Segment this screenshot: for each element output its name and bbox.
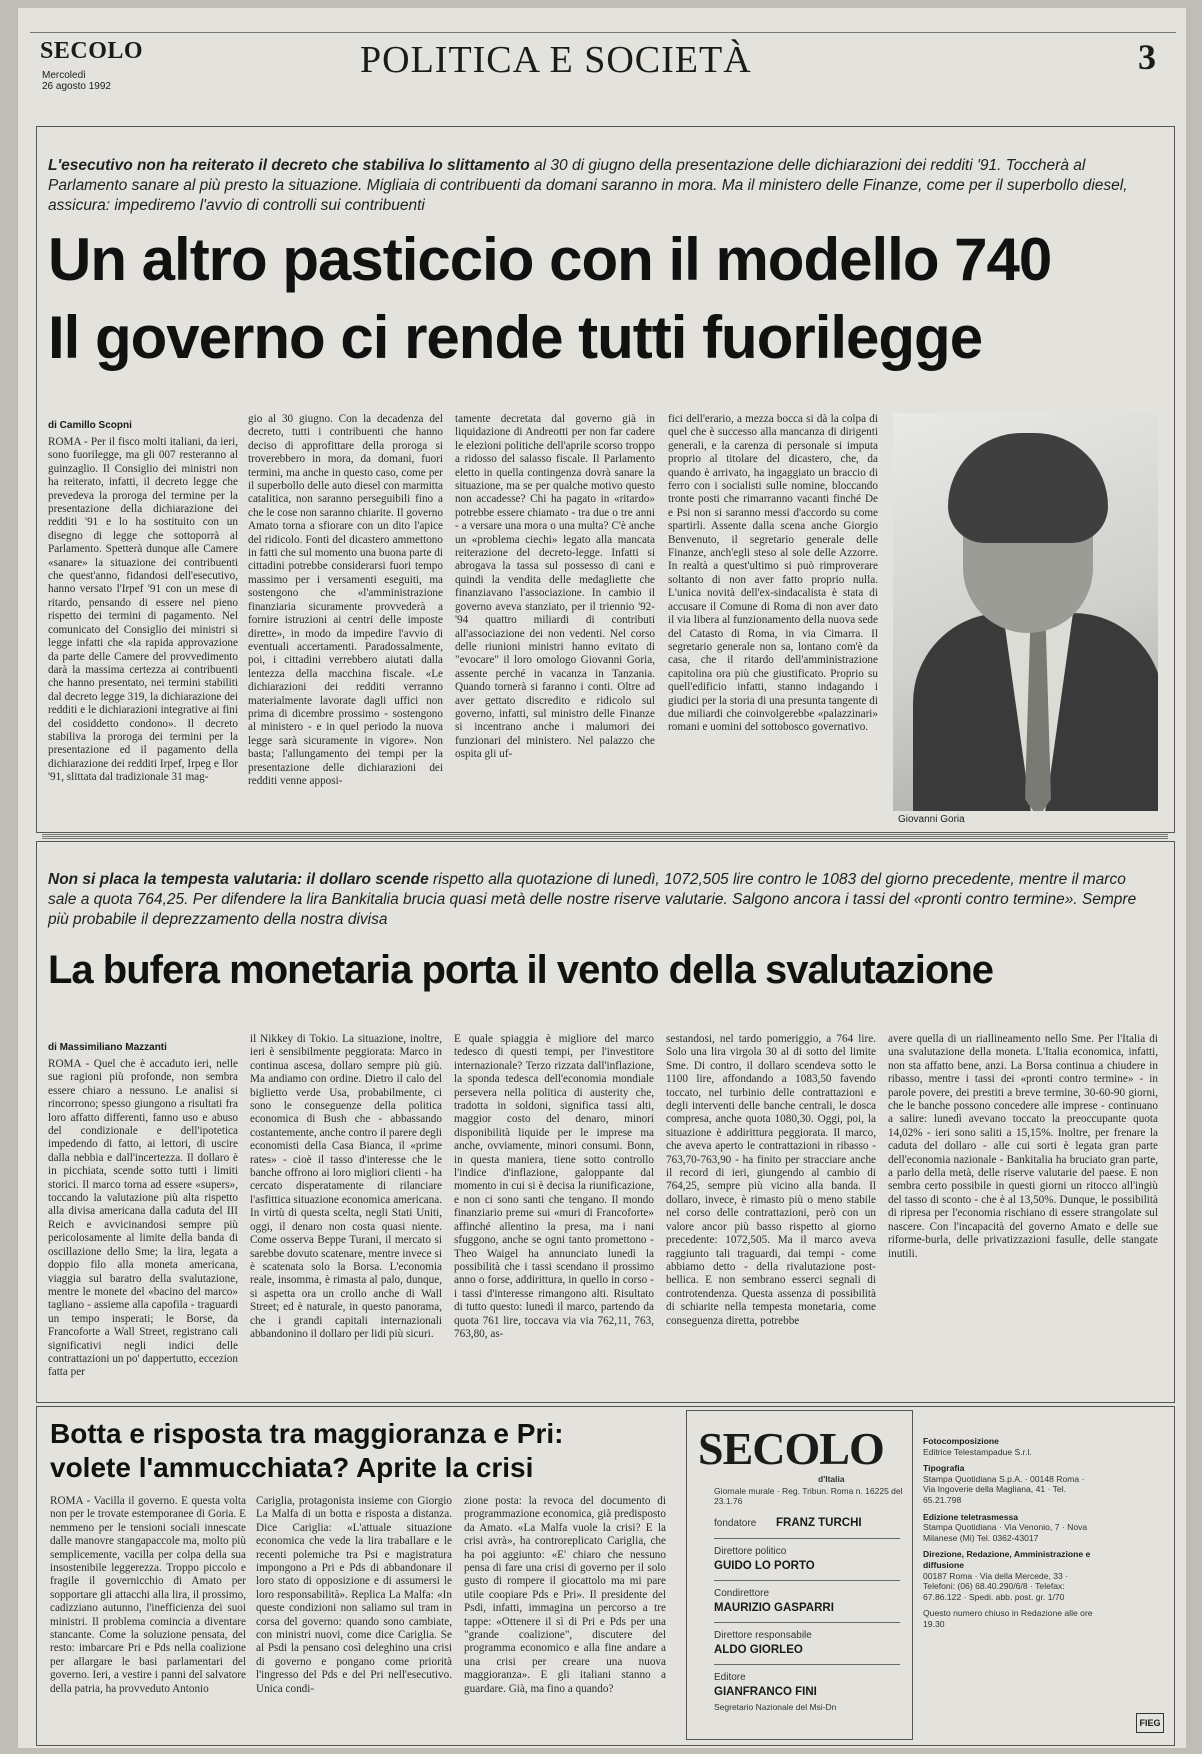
masthead-day: Mercoledì xyxy=(42,70,86,81)
article2-byline: di Massimiliano Mazzanti xyxy=(48,1042,167,1053)
colophon-entry: Fotocomposizione Editrice Telestampadue S.r.l. xyxy=(923,1436,1032,1457)
article1-column-4: fici dell'erario, a mezza bocca si dà la colpa di quel che è successo alla mancanza di dirigenti generali, e la carenza di personale si imputa proprio al titolare del dicastero, che, da quando è arrivato, ha ingaggiato un braccio di ferro con i socialisti sulle nomine, bloccando tronte posti che rimarranno vacanti finché De e Psi non si saranno messi d'accordo su come spartirli. Assente dalla scena anche Giorgio Benvenuto, il segretario generale delle Finanze, anch'egli steso al sole delle Azzorre. In realtà a quest'ultimo si può rimproverare soltanto di non aver fatto proprio nulla. L'unica novità dell'ex-sindacalista è stata di accusare il Comune di Roma di non aver dato il via libera al funzionamento della nuova sede del Catasto di Roma, in via Cimarra. Il segretario generale non sa, lontano com'è da casa, che il ritardo dell'amministrazione capitolina ora più che giustificato. Proprio su quell'edificio infatti, stanno indagando i giudici per la storia di una presunta tangente di due miliardi che coinvolgerebbe «palazzinari» romani e uomini del sottobosco governativo. xyxy=(668,413,878,734)
article2-kicker xyxy=(48,870,1158,930)
colophon-rule xyxy=(714,1538,900,1539)
section-title: POLITICA E SOCIETÀ xyxy=(360,39,752,81)
newspaper-page xyxy=(18,8,1186,1748)
masthead xyxy=(30,22,1176,92)
colophon-logo-sub: d'Italia xyxy=(818,1474,845,1484)
article2-column-3: E quale spiaggia è migliore del marco tedesco di questi tempi, per l'investitore internazionale? Terzo rizzata dall'inflazione, la sponda tedesca dell'economia mondiale persevera nella politica di austerity che, tradotta in soldoni, significa tassi alti, maggior costo del denaro, minori disponibilità liquide per le imprese ma anche, ovviamente, minori consumi. Bonn, in questa maniera, tiene sotto controllo l'indice d'inflazione, galoppante dal momento in cui si è decisa la riunificazione, e non ci sono santi che tengano. Il mondo finanziario preme sui «muri di Francoforte» affinché allentino la presa, ma i nani sfuggono, anche se ogni tanto promettono - Theo Waigel ha annunciato lunedì la possibilità che i tassi scendano il prossimo anno o forse, addirittura, in quello in corso - i tassi d'interesse rimangono alti. Risultato di tutto questo: lunedì il marco, partendo da quota 761 lire, toccava via via 762,11, 763, 763,80, as- xyxy=(454,1033,654,1340)
publisher-label: Editore xyxy=(714,1672,746,1683)
masthead-logo: SECOLO xyxy=(40,38,144,64)
founder-label: fondatore xyxy=(714,1518,757,1529)
publisher-role: Segretario Nazionale del Msi-Dn xyxy=(714,1702,837,1712)
article1-kicker-rest: al 30 di giugno della presentazione delle dichiarazioni dei redditi '91. Toccherà al Parlamento sanare al più presto la situazione. Migliaia di contribuenti da domani saranno in mora. Ma il ministero delle Finanze, come per il superbollo diesel, assicura: impediremo l'avvio di controlli sui contribuenti xyxy=(48,157,1128,214)
article2-headline: La bufera monetaria porta il vento della svalutazione xyxy=(48,948,994,992)
masthead-rule xyxy=(30,32,1176,33)
editor-name: GUIDO LO PORTO xyxy=(714,1560,815,1572)
article2-kicker-rest: rispetto alla quotazione di lunedì, 1072,505 lire contro le 1083 del giorno precedente, mentre il marco sale a quota 764,25. Per difendere la lira Bankitalia brucia quasi metà delle nostre riserve valutarie. Salgono ancora i tassi del «pronti contro termine». Sempre più probabile il deprezzamento della nostra divisa xyxy=(48,871,1137,928)
article3-column-1: ROMA - Vacilla il governo. E questa volta non per le trovate estemporanee di Goria. E nemmeno per le tensioni sociali innescate dalle manovre stangapaccole ma, molto più semplicemente, vacilla per colpa della sua insostenibile leggerezza. Troppo piccolo e fragile il governicchio di Amato per sopportare gli attacchi alla lira, il prossimo, cadizziano autunno, l'inefficienza dei suoi ministri. Il problema comincia a diventare stancante. Come la soluzione pensata, del resto: imbarcare Pri e Pds nella coalizione per allargare le basi parlamentari del governo. Ieri, a vestire i panni del salvatore della patria, ha provveduto Antonio xyxy=(50,1495,246,1695)
article1-column-3: tamente decretata dal governo già in liquidazione di Andreotti per non far cadere le elezioni politiche dell'aprile scorso troppo a ridosso del salasso fiscale. Il Parlamento eletto in quella contingenza dovrà sanare la situazione, ma se per qualche motivo questo non accadesse? Chi ha pagato in «ritardo» potrebbe essere chiamato - tra due o tre anni - a versare una mora o una multa? C'è anche un «problema ciechi» legato alla mancata reiterazione del decreto-legge. Infatti si abrogava la tassa sul possesso di cani e quindi la vendita delle medagliette che finanziavano l'associazione. In cambio il governo aveva stanziato, per il triennio '92-'94 quattro miliardi di contributi all'associazione dei non vedenti. Nel corso delle riunioni ministri hanno evitato di "evocare" il loro omologo Giovanni Goria, assente perché in vacanza in Tanzania. Quando tornerà si faranno i conti. Oltre ad aver gettato discredito e ridicolo sul governo, infatti, sul ministro delle Finanze si incentrano anche i malumori dei funzionari del ministero. Nel palazzo che ospita gli uf- xyxy=(455,413,655,761)
colophon-rule xyxy=(714,1622,900,1623)
article1-headline-2: Il governo ci rende tutti fuorilegge xyxy=(48,304,983,371)
colophon-registration: Giornale murale · Reg. Tribun. Roma n. 16225 del 23.1.76 xyxy=(714,1486,903,1506)
article2-column-1: ROMA - Quel che è accaduto ieri, nelle sue ragioni più profonde, non sembra essere chiaro a nessuno. Le analisi si rincorrono; spesso giungono a risultati fra loro affatto differenti, fanno uso e abuso del condizionale e dell'ipotetica impedendo di fatto, ai lettori, di uscire dalla nebbia e dall'incertezza. Il dollaro è in picchiata, scende sotto tutti i limiti storici. Il marco torna ad essere «supers», toccando la valutazione più alta rispetto alla divisa americana dalla caduta del III Reich e avvicinandosi sempre più pericolosamente al limite della banda di oscillazione dello Sme; la lira, legata a doppio filo alla moneta americana, viaggia sul baratro della svalutazione, mentre le monete del «bacino del marco» tagliano - assieme alla capofila - traguardi un tempo insperati; le Borse, da Francoforte a Wall Street, registrano cali significativi negli indici delle contrattazioni un po' dappertutto, eccezion fatta per xyxy=(48,1058,238,1379)
colophon-rule xyxy=(714,1664,900,1665)
colophon-logo: SECOLO xyxy=(698,1423,884,1474)
article1-kicker xyxy=(48,156,1158,216)
colophon-entry: Edizione teletrasmessa Stampa Quotidiana · Via Venonio, 7 · Nova Milanese (Mi) Tel. 0362-43017 xyxy=(923,1511,1088,1543)
article1-column-2: gio al 30 giugno. Con la decadenza del decreto, tutti i contribuenti che hanno deciso di approfittare della proroga si troverebbero in mora, da domani, fuori termini, ma anche in questo caso, come per il superbollo delle auto diesel con marmitta catalitica, non saranno perseguibili fino a che le cose non saranno chiarite. Il governo Amato torna a sfiorare con un dito l'apice del ridicolo. Fonti del dicastero ammettono in fatti che sul momento una buona parte di cittadini potrebbe considerarsi fuori tempo massimo per i versamenti eseguiti, ma sostengono che «l'amministrazione finanziaria sicuramente provvederà a fornire istruzioni ai centri delle imposte dirette», in modo da impedire l'avvio di eventuali accertamenti. Paradossalmente, poi, i cittadini verrebbero aiutati dalla lentezza della macchina fiscale. «Le dichiarazioni dei redditi verranno materialmente lavorate dagli uffici non prima di dicembre prossimo - sostengono al ministero - e in quel periodo la nuova legge sarà sicuramente in vigore». Non basta; l'allungamento dei tempi per la presentazione delle dichiarazioni dei redditi venne apposi- xyxy=(248,413,443,787)
goria-photo xyxy=(893,413,1158,811)
colophon-right-column xyxy=(923,1436,1093,1636)
masthead-full-date: 26 agosto 1992 xyxy=(42,81,111,92)
publisher-name: GIANFRANCO FINI xyxy=(714,1686,817,1698)
founder-name: FRANZ TURCHI xyxy=(776,1517,862,1529)
article2-column-2: il Nikkey di Tokio. La situazione, inoltre, ieri è sensibilmente peggiorata: Marco in continua ascesa, dollaro sempre più giù. Ma andiamo con ordine. Dietro il calo del biglietto verde Usa, probabilmente, ci sono le conseguenze della politica economica di Bush che - abbassando costantemente, anche contro il parere degli economisti della Casa Bianca, il «prime rates» - cioè il tasso d'interesse che le banche offrono ai loro migliori clienti - ha cercato disperatamente di rilanciare l'asfittica situazione economica americana. In virtù di questa scelta, negli Stati Uniti, oggi, il denaro non costa quasi niente. Come osserva Beppe Turani, il mercato si sarebbe dovuto scatenare, mentre invece si è scatenata solo la Borsa. L'economia reale, insomma, è rimasta al palo, dunque, si aspetta ora un crollo anche di Wall Street; ed è naturale, in questo panorama, che i grandi capitali internazionali abbandonino il dollaro per lidi più sicuri. xyxy=(250,1033,442,1340)
article3-column-2: Cariglia, protagonista insieme con Giorgio La Malfa di un botta e risposta a distanza. Dice Cariglia: «L'attuale situazione economica che vede la lira traballare e le recenti polemiche tra Psi e magistratura impongono a Pri e Pds di abbandonare il loro stato di opposizione e di assumersi le loro responsabilità». Replica La Malfa: «In queste condizioni non saliamo sul tram in corsa del governo: quando sono cambiate, con ministri nuovi, come dice Cariglia. Se al Psdi la pensano così deleghino una crisi di governo e pongano come priorità l'ingresso del Pds e del Pri nell'esecutivo. Unica condi- xyxy=(256,1495,452,1695)
editor-label: Direttore politico xyxy=(714,1546,787,1557)
colophon-entry: Direzione, Redazione, Amministrazione e diffusione 00187 Roma · Via della Mercede, 33 · Telefoni: (06) 68.40.290/6/8 · Telefax: 67.86.122 · Spedi. abb. post. gr. 1/70 xyxy=(923,1549,1091,1602)
masthead-date xyxy=(42,70,111,92)
photo-hair xyxy=(948,433,1108,543)
article2-column-5: avere quella di un riallineamento nello Sme. Per l'Italia di una svalutazione della moneta. L'Italia economica, infatti, non sta affatto bene, anzi. La Borsa continua a chiudere in ribasso, mentre i tassi dei «pronti contro termine» - in parole povere, dei prestiti a breve termine, 30-60-90 giorni, che le banche possono concedere alle imprese - continuano a salire: lunedì avevano toccato la preoccupante quota 14,02% - ieri sono saliti a 15,15%. Inoltre, per frenare la caduta del dollaro - alle cui sorti è legata gran parte dell'economia nazionale - Bankitalia ha bruciato gran parte, a parlo della metà, delle riserve valutarie del paese. E non sembra certo possibile in questi giorni un ritocco all'ingiù del tasso di sconto - che è al 13,50%. Dunque, le possibilità di ripresa per l'economia rischiano di essere strangolate sul nascere. Con l'incapacità del governo Amato e delle sue riforme-burla, delle privatizzazioni fasulle, delle stangate inutili. xyxy=(888,1033,1158,1260)
article1-kicker-bold: L'esecutivo non ha reiterato il decreto che stabiliva lo slittamento xyxy=(48,157,530,174)
article3-headline-1: Botta e risposta tra maggioranza e Pri: xyxy=(50,1418,564,1449)
codirector-label: Condirettore xyxy=(714,1588,770,1599)
colophon-entry: Questo numero chiuso in Redazione alle ore 19.30 xyxy=(923,1608,1093,1629)
article1-column-1: ROMA - Per il fisco molti italiani, da ieri, sono fuorilegge, ma gli 007 resteranno al guinzaglio. Il Consiglio dei ministri non ha reiterato, infatti, il decreto legge che prevedeva la proroga del termine per la presentazione della dichiarazione dei redditi '91 e lo ha sostituito con un disegno di legge che sottoporrà al Parlamento. Spetterà dunque alle Camere «sanare» la situazione dei contribuenti che quest'anno, fidandosi dell'esecutivo, hanno versato l'Irpef '91 con un mese di ritardo, pensando di essere nel pieno rispetto dei termini di pagamento. Nel comunicato del Consiglio dei ministri si legge infatti che «la rapida approvazione da parte delle Camere del provvedimento darà la massima certezza ai contribuenti che hanno presentato, nei termini stabiliti dal decreto legge 319, la dichiarazione dei redditi e le dichiarazioni integrative ai fini del cosiddetto condono». Il decreto stabiliva la proroga dei termini per la presentazione ed il pagamento della dichiarazione dei redditi Irpef, Irpeg e Ilor '91, slittata dal tradizionale 31 mag- xyxy=(48,436,238,784)
managing-label: Direttore responsabile xyxy=(714,1630,812,1641)
article3-headline-2: volete l'ammucchiata? Aprite la crisi xyxy=(50,1452,534,1483)
colophon-entry: Tipografia Stampa Quotidiana S.p.A. · 00148 Roma · Via Ingoverie della Magliana, 41 · Tel. 65.21.798 xyxy=(923,1463,1085,1505)
codirector-name: MAURIZIO GASPARRI xyxy=(714,1602,834,1614)
article1-byline: di Camillo Scopni xyxy=(48,420,132,431)
fieg-stamp: FIEG xyxy=(1136,1713,1164,1733)
article2-column-4: sestandosi, nel tardo pomeriggio, a 764 lire. Solo una lira virgola 30 al di sotto del limite Sme. Di contro, il dollaro scendeva sotto le 1100 lire, affondando a 1083,50 favendo toccato, nel turbinio delle contrattazioni e degli interventi delle banche centrali, le dosca compresa, anche quota 1080,30. Oggi, poi, la situazione è addirittura peggiorata. Il marco, che aveva aperto le contrattazioni in ribasso - 763,70-763,90 - ha finito per stracciare anche il record di ieri, giungendo al cambio di 764,25, sempre più vicino alla banda. Il dollaro, invece, è rimasto più o meno stabile nel corso delle contrattazioni, però con un valore ancor più basso rispetto al giorno precedente: 1072,505. Ma il marco aveva raggiunto tali traguardi, dai tempi - come abbiamo detto - della rivalutazione post-bellica. E non sembrano esserci segnali di controtendenza. Questa assenza di possibilità di schiarite nella tempesta monetaria, come conseguenza diretta, potrebbe xyxy=(666,1033,876,1327)
article3-column-3: zione posta: la revoca del documento di programmazione economica, già predisposto da Amato. «La Malfa vuole la crisi? E la crisi avrà», ha controreplicato Cariglia, che ha poi aggiunto: «E' chiaro che nessuno pensa di fare una crisi di governo per il solo gusto di rompere il giocattolo ma mi pare utile coopiare Pds e Pri». Il presidente del Psdi, infatti, immagina un percorso a tre tappe: «Ottenere il sì di Pri e Pds per una "grande coalizione", discutere del programma economico e alla fine andare a una crisi per creare una nuova maggioranza». E gli italiani stanno a guardare. Già, ma fino a quando? xyxy=(464,1495,666,1695)
separator-rule xyxy=(42,834,1168,840)
page-number: 3 xyxy=(1138,37,1156,77)
photo-caption: Giovanni Goria xyxy=(898,814,965,825)
article2-kicker-bold: Non si placa la tempesta valutaria: il dollaro scende xyxy=(48,871,429,888)
colophon-rule xyxy=(714,1580,900,1581)
article1-headline-1: Un altro pasticcio con il modello 740 xyxy=(48,226,1052,293)
managing-name: ALDO GIORLEO xyxy=(714,1644,803,1656)
